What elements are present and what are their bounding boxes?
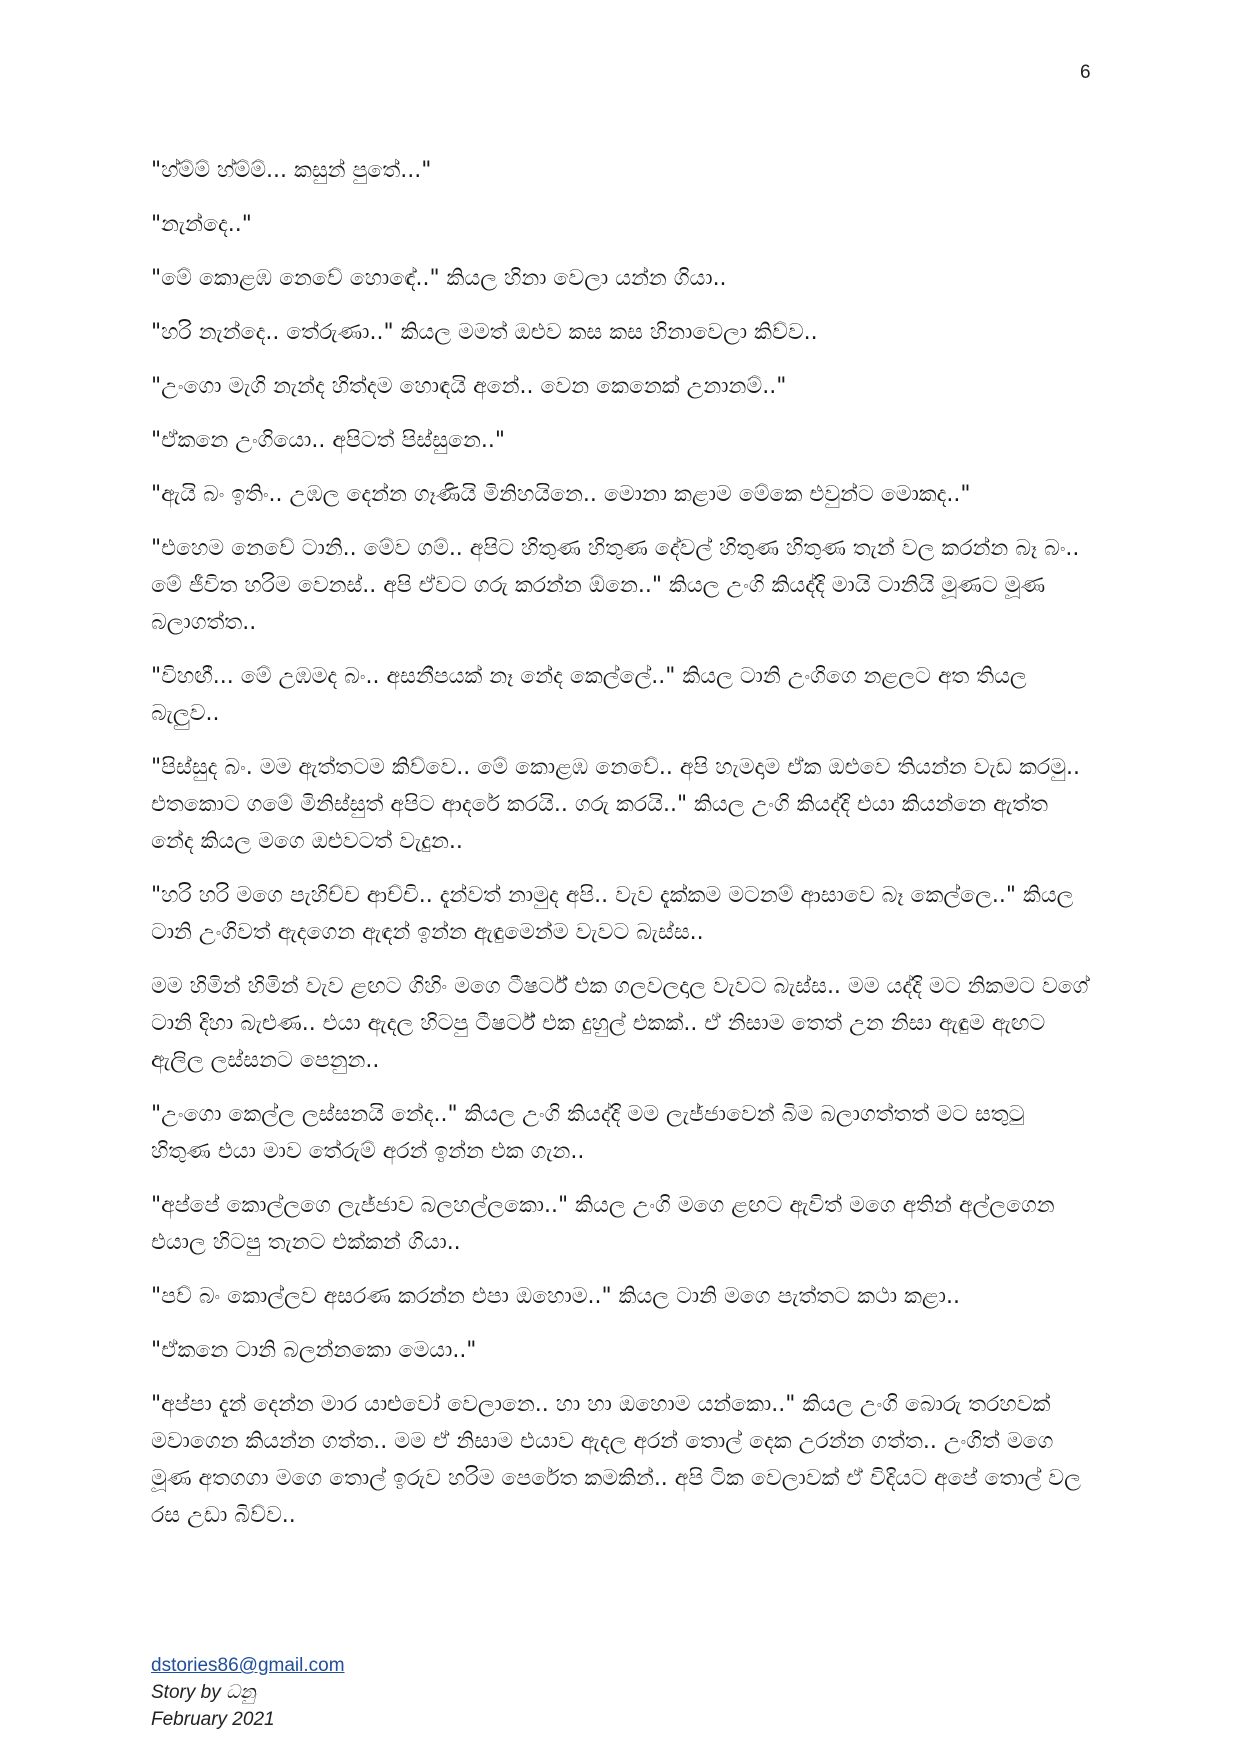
paragraph: "ඒකනෙ ටානි බලන්නකො මෙයා..": [151, 1338, 477, 1363]
paragraph: "නැන්දෙ..": [151, 212, 252, 237]
paragraph: "ඇයි බං ඉතිං.. උඹල දෙන්න ගෑණියි මිනිහයිනෙ.. මොනා කළාම මේකෙ එවුන්ට මොකද..": [151, 482, 971, 507]
paragraph: "උංගො මැගි නැන්ද හිත්දම හොඳයි අනේ.. වෙන කෙනෙක් උනානම්..": [151, 374, 787, 399]
paragraph: "උංගො කෙල්ල ලස්සනයි නේද.." කියල උංගි කියද්දි මම ලැජ්ජාවෙන් බිම බලාගත්තත් මට සතුටු හිතුණ එයා මාව තේරුම් අරන් ඉන්න එක ගැන..: [151, 1102, 1025, 1164]
paragraph: මම හිමින් හිමින් වැව ළඟට ගිහිං මගෙ ටීෂර්ට් එක ගලවලදාල වැවට බැස්ස.. මම යද්දි මට නිකමට වගේ ටානි දිහා බැළුණ.. එයා ඇදල හිටපු ටීෂර්ට් එක දුහුල් එකක්.. ඒ නිසාම තෙත් උන නිසා ඇඳුම ඇඟට ඇලිල ලස්සනට පෙනුන..: [151, 974, 1089, 1073]
paragraph: "එහෙම නෙවේ ටානි.. මේව ගම්.. අපිට හිතුණ හිතුණ දේවල් හිතුණ හිතුණ තැන් වල කරන්න බෑ බං.. මේ ජීවිත හරිම වෙනස්.. අපි ඒවට ගරු කරන්න ඕනෙ.." කියල උංගි කියද්දි මායි ටානියි මූණට මූණ බලාගත්ත..: [151, 536, 1080, 635]
story-body: [151, 152, 1091, 1551]
paragraph: "අප්පේ කොල්ලගෙ ලැජ්ජාව බලහල්ලකො.." කියල උංගි මගෙ ළඟට ඇවිත් මගෙ අතින් අල්ලගෙන එයාල හිටපු තැනට එක්කන් ගියා..: [151, 1193, 1055, 1255]
paragraph: "පිස්සුද බං. මම ඇත්තටම කිව්වෙ.. මේ කොළඹ නෙවේ.. අපි හැමදාම ඒක ඔළුවෙ තියන්න වැඩ කරමු.. එතකොට ගමේ මිනිස්සුත් අපිට ආදරේ කරයි.. ගරු කරයි.." කියල උංගි කියද්දි එයා කියන්නෙ ඇත්ත නේද කියල මගෙ ඔළුවටත් වැදුන..: [151, 755, 1081, 854]
publish-date: February 2021: [151, 1709, 275, 1730]
footer: [151, 1652, 345, 1733]
paragraph: "ඒකනෙ උංගියො.. අපිටත් පිස්සුනෙ..": [151, 428, 505, 453]
paragraph: "හරි හරි මගෙ පැහිච්ච ආච්චි.. දැන්වත් නාමුද අපි.. වැව දැක්කම මටනම් ආසාවෙ බෑ කෙල්ලෙ.." කියල ටානි උංගිවත් ඇදගෙන ඇඳන් ඉන්න ඇඳුමෙන්ම වැවට බැස්ස..: [151, 883, 1074, 945]
paragraph: "හ්ම්ම් හ්ම්ම්... කසුන් පුතේ...": [151, 158, 432, 183]
email-link[interactable]: dstories86@gmail.com: [151, 1655, 345, 1676]
paragraph: "හරි නැන්දෙ.. තේරුණා.." කියල මමත් ඔළුව කස කස හිනාවෙලා කිව්ව..: [151, 320, 818, 345]
paragraph: "පව් බං කොල්ලව අසරණ කරන්න එපා ඔහොම.." කියල ටානි මගෙ පැත්තට කථා කළා..: [151, 1284, 960, 1309]
paragraph: "මේ කොළඹ නෙවේ හොඳේ.." කියල හිනා වෙලා යන්න ගියා..: [151, 266, 727, 291]
paragraph: "විහඟී... මේ උඹමද බං.. අසනීපයක් නෑ නේද කෙල්ලේ.." කියල ටානි උංගිගෙ නළලට අත තියල බැලුව..: [151, 664, 1027, 726]
page-number: 6: [1080, 62, 1091, 83]
paragraph: "අප්පා දැන් දෙන්න මාර යාළුවෝ වෙලානෙ.. හා හා ඔහොම යන්කො.." කියල උංගි බොරු තරහවක් මවාගෙන කියන්න ගත්ත.. මම ඒ නිසාම එයාව ඇදල අරන් තොල් දෙක උරන්න ගත්ත.. උංගිත් මගෙ මූණ අතගගා මගෙ තොල් ඉරුව හරිම පෙරේත කමකින්.. අපි ටික වෙලාවක් ඒ විදියට අපේ තොල් වල රස උඩා බිව්ව..: [151, 1392, 1081, 1528]
author-credit: Story by ධනු: [151, 1682, 256, 1703]
